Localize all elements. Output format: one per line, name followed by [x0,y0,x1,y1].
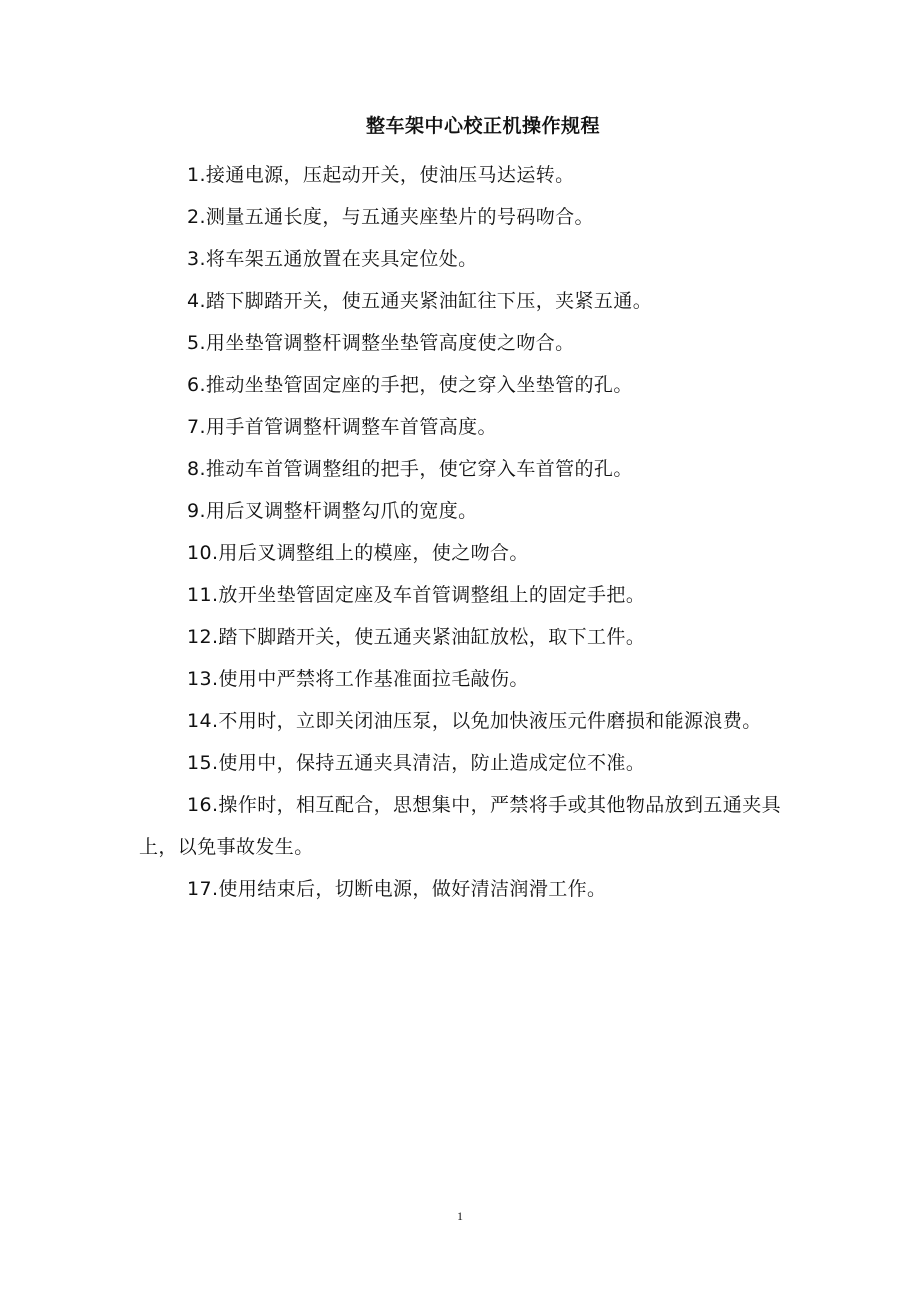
procedure-item: 17.使用结束后，切断电源，做好清洁润滑工作。 [187,878,607,900]
procedure-item: 8.推动车首管调整组的把手，使它穿入车首管的孔。 [187,458,633,480]
procedure-item: 11.放开坐垫管固定座及车首管调整组上的固定手把。 [187,584,646,606]
procedure-item: 6.推动坐垫管固定座的手把，使之穿入坐垫管的孔。 [187,374,633,396]
procedure-item: 7.用手首管调整杆调整车首管高度。 [187,416,497,438]
procedure-item: 4.踏下脚踏开关，使五通夹紧油缸往下压，夹紧五通。 [187,290,653,312]
procedure-item: 2.测量五通长度，与五通夹座垫片的号码吻合。 [187,206,594,228]
document-title: 整车架中心校正机操作规程 [365,115,600,137]
procedure-item: 10.用后叉调整组上的模座，使之吻合。 [187,542,529,564]
procedure-item: 12.踏下脚踏开关，使五通夹紧油缸放松，取下工件。 [187,626,646,648]
procedure-list [139,154,784,910]
procedure-item: 3.将车架五通放置在夹具定位处。 [187,248,478,270]
procedure-item: 5.用坐垫管调整杆调整坐垫管高度使之吻合。 [187,332,575,354]
procedure-item: 15.使用中，保持五通夹具清洁，防止造成定位不准。 [187,752,646,774]
procedure-item: 13.使用中严禁将工作基准面拉毛敲伤。 [187,668,529,690]
page-number: 1 [457,1209,463,1223]
procedure-item: 14.不用时，立即关闭油压泵，以免加快液压元件磨损和能源浪费。 [187,710,762,732]
procedure-item: 16.操作时，相互配合，思想集中，严禁将手或其他物品放到五通夹具上，以免事故发生。 [139,794,782,858]
procedure-item: 9.用后叉调整杆调整勾爪的宽度。 [187,500,478,522]
procedure-item: 1.接通电源，压起动开关，使油压马达运转。 [187,164,575,186]
